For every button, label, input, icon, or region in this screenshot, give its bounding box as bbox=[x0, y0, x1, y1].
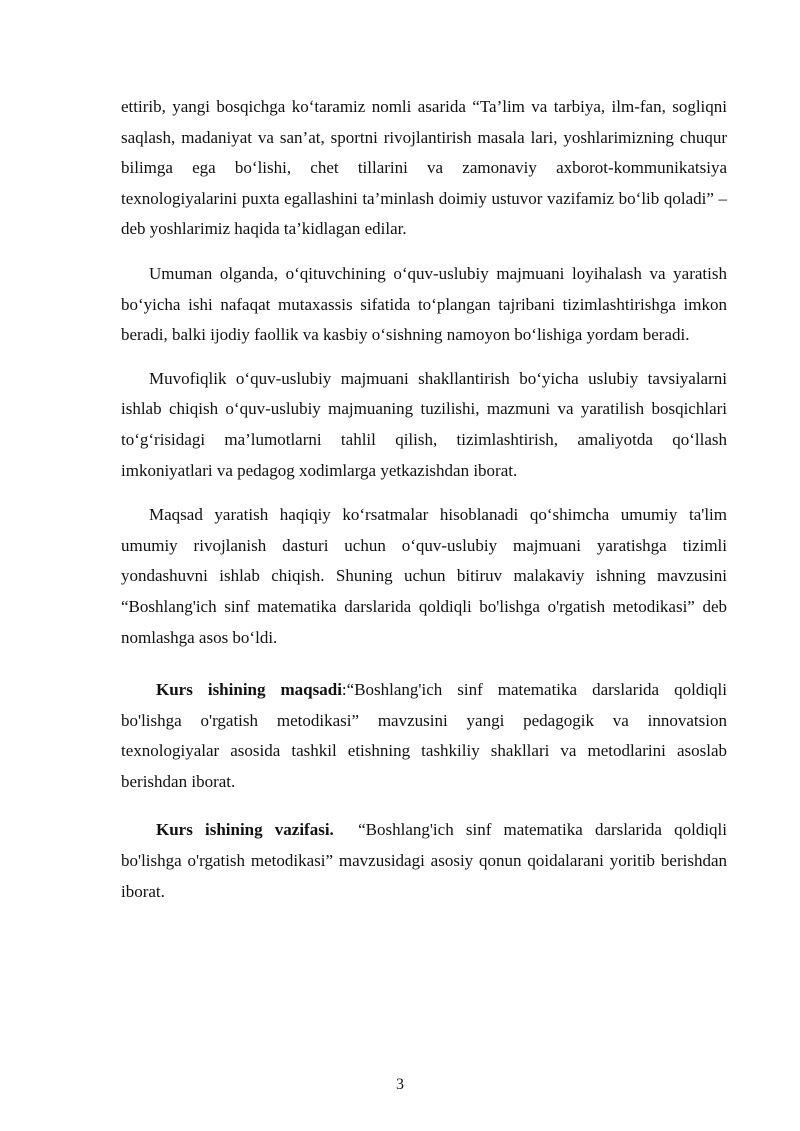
paragraph-2: Umuman olganda, oʻqituvchining oʻquv-uslubiy majmuani loyihalash va yaratish boʻyicha ishi nafaqat mutaxassis sifatida toʻplangan tajribani tizimlashtirishga imkon beradi, balki ijodiy faollik va kasbiy oʻsishning namoyon boʻlishiga yordam beradi. bbox=[121, 263, 727, 345]
task-heading: Kurs ishining vazifasi. bbox=[156, 820, 334, 840]
page-number: 3 bbox=[396, 1076, 404, 1093]
task-text: “Boshlang'ich sinf matematika darslarida qoldiqli bo'lishga o'rgatish metodikasi” mavzusidagi asosiy qonun qoidalarani yoritib berishdan iborat. bbox=[121, 820, 732, 901]
paragraph-3: Muvofiqlik oʻquv-uslubiy majmuani shakllantirish boʻyicha uslubiy tavsiyalarni ishlab chiqish oʻquv-uslubiy majmuaning tuzilishi, mazmuni va yaratilish bosqichlari toʻgʻrisidagi ma’lumotlarni tahlil qilish, tizimlashtirish, amaliyotda qoʻllash imkoniyatlari va pedagog xodimlarga yetkazishdan iborat. bbox=[121, 368, 727, 480]
paragraph-1: ettirib, yangi bosqichga koʻtaramiz nomli asarida “Ta’lim va tarbiya, ilm-fan, sogliqni saqlash, madaniyat va san’at, sportni rivojlantirish masala lari, yoshlarimizning chuqur bilimga ega boʻlishi, chet tillarini va zamonaviy axborot-kommunikatsiya texnologiyalarini puxta egallashini ta’minlash doimiy ustuvor vazifamiz boʻlib qoladi” –deb yoshlarimiz haqida ta’kidlagan edilar. bbox=[121, 97, 727, 239]
paragraph-task bbox=[121, 815, 732, 907]
document-body bbox=[121, 92, 732, 907]
goal-heading: Kurs ishining maqsadi bbox=[156, 680, 342, 700]
goal-text: :“Boshlang'ich sinf matematika darslarida qoldiqli bo'lishga o'rgatish metodikasi” mavzusini yangi pedagogik va innovatsion texnologiyalar asosida tashkil etishning tashkiliy shakllari va metodlarini asoslab berishdan iborat. bbox=[121, 680, 727, 791]
paragraph-goal bbox=[121, 675, 727, 797]
paragraph-4: Maqsad yaratish haqiqiy koʻrsatmalar hisoblanadi qoʻshimcha umumiy ta'lim umumiy rivojlanish dasturi uchun oʻquv-uslubiy majmuani yaratishga tizimli yondashuvni ishlab chiqish. Shuning uchun bitiruv malakaviy ishning mavzusini “Boshlang'ich sinf matematika darslarida qoldiqli bo'lishga o'rgatish metodikasi” deb nomlashga asos boʻldi. bbox=[121, 505, 727, 647]
